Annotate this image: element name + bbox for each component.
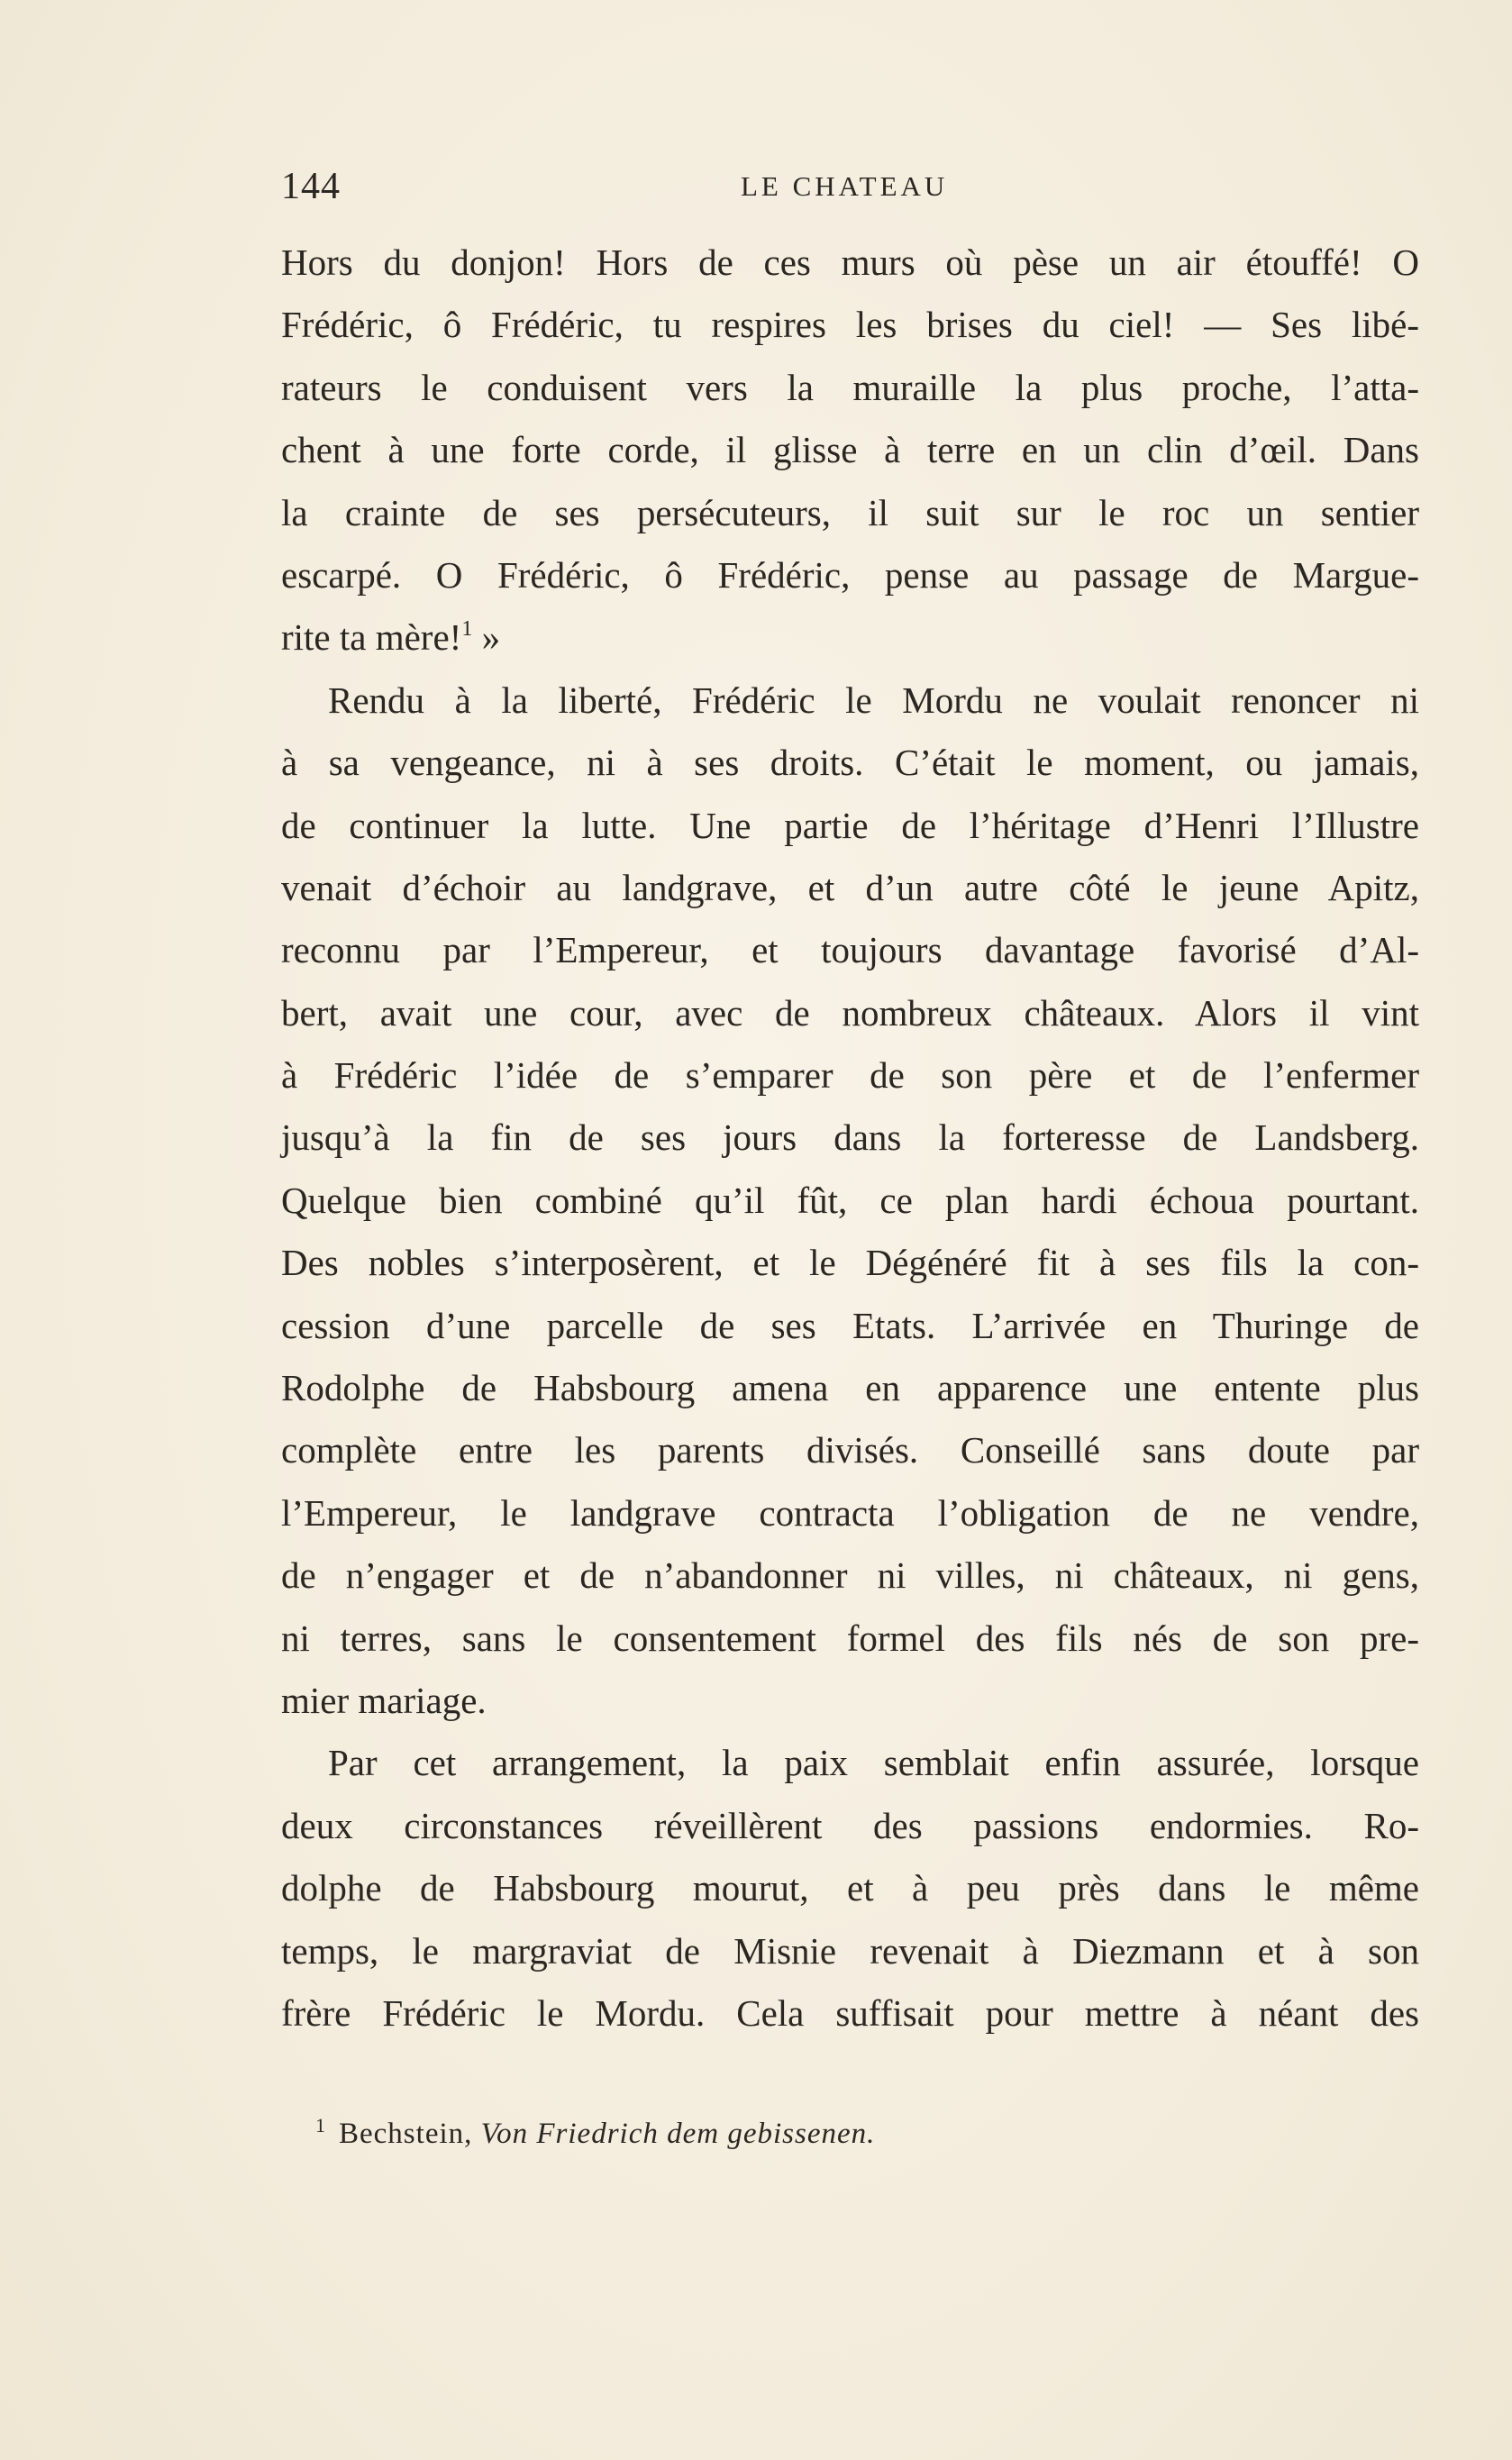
text-line: chent à une forte corde, il glisse à terre en un clin d’œil. Dans: [281, 429, 1419, 471]
text-line: Frédéric, ô Frédéric, tu respires les brises du ciel! — Ses libé-: [281, 304, 1419, 346]
text-line: Rodolphe de Habsbourg amena en apparence une entente plus: [281, 1367, 1419, 1409]
footnote-number: 1: [315, 2114, 326, 2137]
text-line: rateurs le conduisent vers la muraille la plus proche, l’atta-: [281, 366, 1419, 408]
text-line: venait d’échoir au landgrave, et d’un autre côté le jeune Apitz,: [281, 866, 1419, 908]
text-line: Des nobles s’interposèrent, et le Dégénéré fit à ses fils la con-: [281, 1242, 1419, 1284]
body-text: [281, 232, 1419, 2045]
page-number: 144: [281, 166, 341, 207]
text-line-content: rite ta mère!: [281, 616, 462, 659]
text-line: jusqu’à la fin de ses jours dans la forteresse de Landsberg.: [281, 1116, 1419, 1159]
closing-quote: »: [481, 616, 501, 659]
text-line: reconnu par l’Empereur, et toujours davantage favorisé d’Al-: [281, 929, 1419, 971]
text-line: la crainte de ses persécuteurs, il suit sur le roc un sentier: [281, 491, 1419, 533]
text-line: escarpé. O Frédéric, ô Frédéric, pense au passage de Margue-: [281, 553, 1419, 596]
text-line: frère Frédéric le Mordu. Cela suffisait pour mettre à néant des: [281, 1991, 1419, 2034]
text-line: dolphe de Habsbourg mourut, et à peu près dans le même: [281, 1867, 1419, 1909]
text-line: ni terres, sans le consentement formel des fils nés de son pre-: [281, 1617, 1419, 1659]
text-line: à sa vengeance, ni à ses droits. C’était le moment, ou jamais,: [281, 742, 1419, 784]
footnote-author: Bechstein,: [339, 2118, 473, 2150]
text-line: bert, avait une cour, avec de nombreux châteaux. Alors il vint: [281, 991, 1419, 1034]
text-line: l’Empereur, le landgrave contracta l’obligation de ne vendre,: [281, 1491, 1419, 1534]
footnote: [315, 2114, 875, 2151]
text-line: complète entre les parents divisés. Conseillé sans doute par: [281, 1429, 1419, 1471]
text-line: temps, le margraviat de Misnie revenait à Diezmann et à son: [281, 1929, 1419, 1972]
text-line: Quelque bien combiné qu’il fût, ce plan hardi échoua pourtant.: [281, 1179, 1419, 1221]
paragraph-start-line: Par cet arrangement, la paix semblait enfin assurée, lorsque: [328, 1742, 1419, 1784]
text-line: deux circonstances réveillèrent des passions endormies. Ro-: [281, 1804, 1419, 1846]
footnote-reference: 1: [461, 617, 473, 642]
footnote-title: Von Friedrich dem gebissenen.: [480, 2118, 876, 2150]
text-line: Hors du donjon! Hors de ces murs où pèse un air étouffé! O: [281, 241, 1419, 283]
text-line: cession d’une parcelle de ses Etats. L’arrivée en Thuringe de: [281, 1304, 1419, 1346]
text-line: mier mariage.: [281, 1679, 487, 1721]
text-line: à Frédéric l’idée de s’emparer de son père et de l’enfermer: [281, 1054, 1419, 1097]
page-header: [281, 165, 1254, 210]
paragraph-start-line: Rendu à la liberté, Frédéric le Mordu ne voulait renoncer ni: [328, 679, 1419, 721]
running-title: LE CHATEAU: [741, 170, 949, 202]
text-line: de continuer la lutte. Une partie de l’héritage d’Henri l’Illustre: [281, 804, 1419, 846]
text-line-with-footnote: [281, 606, 1419, 669]
text-line: de n’engager et de n’abandonner ni villes, ni châteaux, ni gens,: [281, 1554, 1419, 1597]
